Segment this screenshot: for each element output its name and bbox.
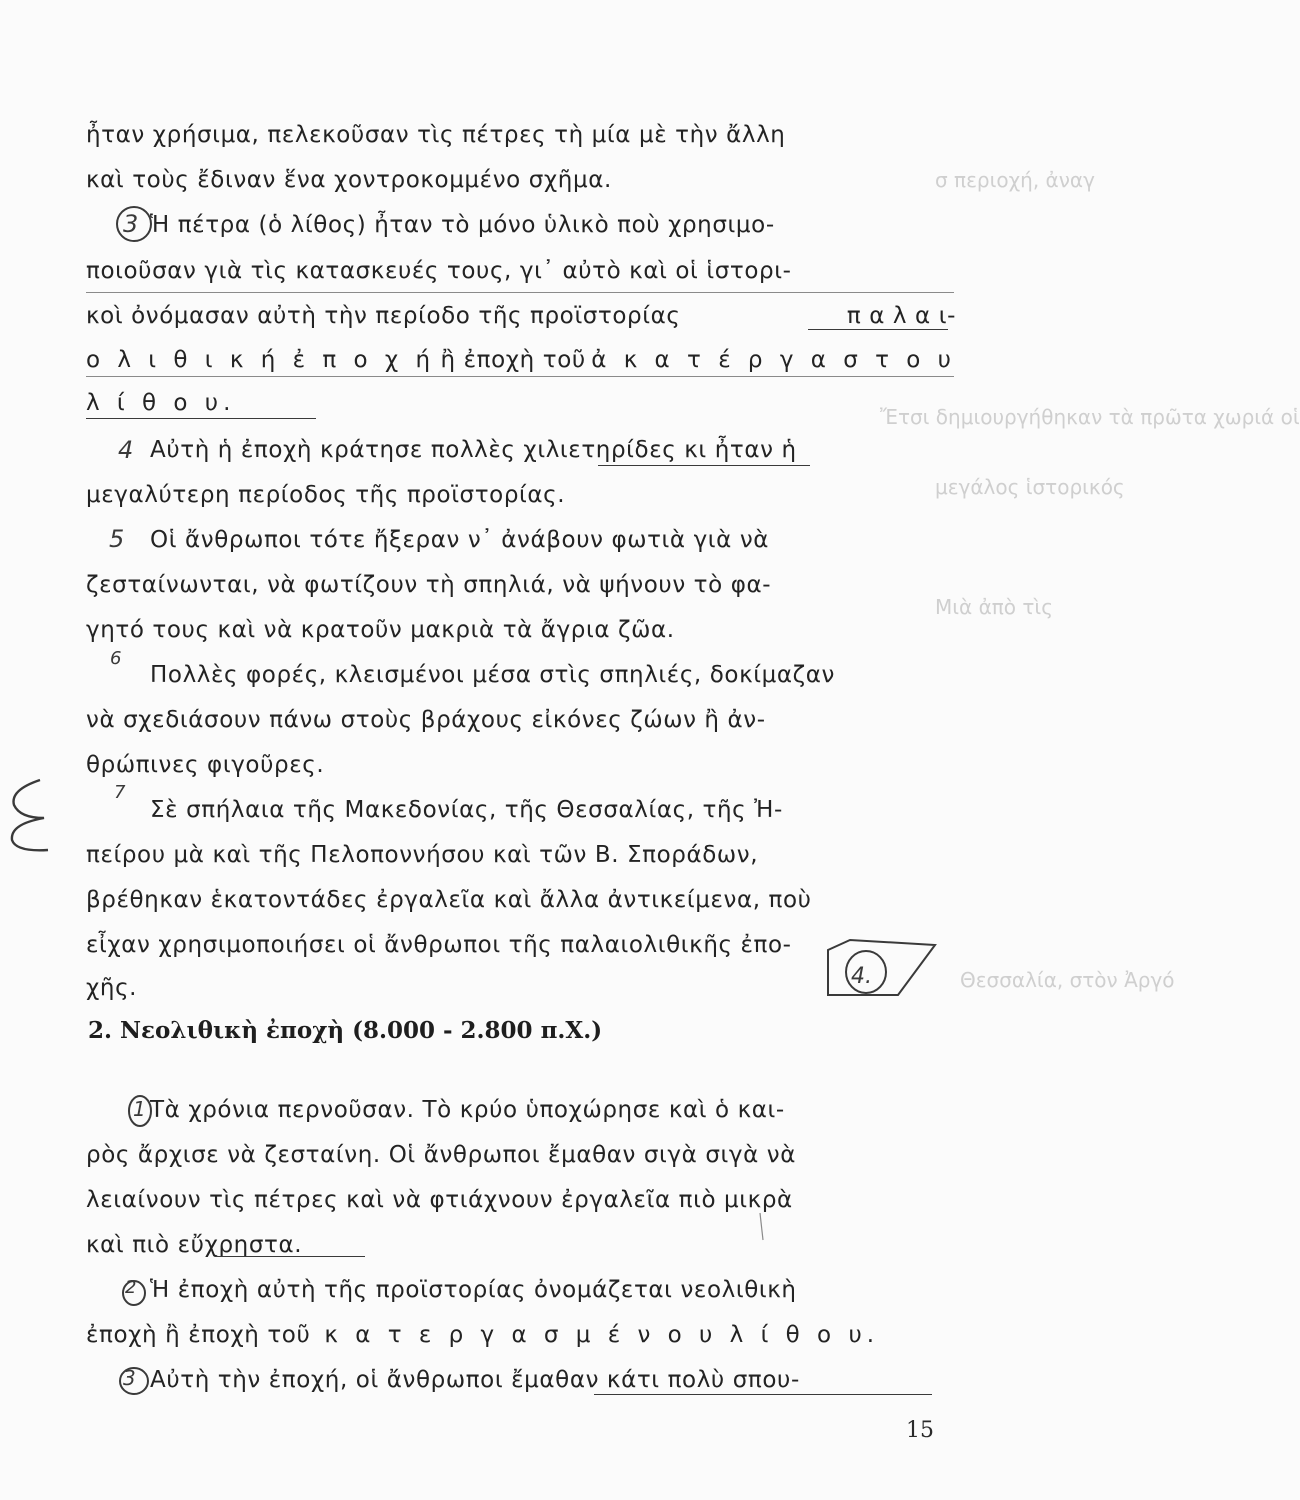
spaced-term: ἀ κ α τ έ ρ γ α σ τ ο υ [591,347,956,373]
body-line: χῆς. [86,975,138,1001]
body-line: Σὲ σπήλαια τῆς Μακεδονίας, τῆς Θεσσαλίας, τῆς Ἠ- [150,797,783,823]
handwritten-number: 3 [123,1366,136,1390]
body-line: νὰ σχεδιάσουν πάνω στοὺς βράχους εἰκόνες ζώων ἢ ἀν- [86,707,766,733]
boxed-number: 4. [851,964,872,989]
spaced-term: ο λ ι θ ι κ ή ἐ π ο χ ή [86,347,436,373]
bleed-through-text: Ἔτσι δημιουργήθηκαν τὰ πρῶτα χωριά οἱ [880,405,1300,429]
body-line: Ἡ ἐποχὴ αὐτὴ τῆς προϊστορίας ὀνομάζεται νεολιθικὴ [150,1277,797,1303]
body-line: Οἱ ἄνθρωποι τότε ἤξεραν ν᾽ ἀνάβουν φωτιὰ γιὰ νὰ [150,527,770,553]
handwritten-number: 2 [125,1277,137,1298]
spaced-term: π α λ α ι- [846,303,956,329]
handwritten-number: 7 [114,782,126,803]
body-line: εἶχαν χρησιμοποιήσει οἱ ἄνθρωποι τῆς παλαιολιθικῆς ἐπο- [86,932,792,958]
handwritten-number: 5 [109,525,125,553]
handwritten-number: 4 [118,436,134,464]
circle-mark [846,951,886,993]
body-line: λ ί θ ο υ. [86,390,236,416]
handwritten-number: 6 [110,648,122,669]
pencil-tick-mark [760,1213,763,1240]
body-text: ἢ ἐποχὴ τοῦ [440,347,586,373]
body-text: ἐποχὴ ἢ ἐποχὴ τοῦ [86,1322,311,1348]
body-line: Αὐτὴ ἡ ἐποχὴ κράτησε πολλὲς χιλιετηρίδες κι ἦταν ἡ [150,437,797,463]
circle-mark [120,1368,148,1394]
body-line: ἦταν χρήσιμα, πελεκοῦσαν τὶς πέτρες τὴ μία μὲ τὴν ἄλλη [86,122,786,148]
margin-squiggle-mark [12,780,48,850]
bleed-through-text: σ περιοχή, ἀναγ [935,168,1095,192]
handwritten-number: 1 [133,1097,146,1121]
body-line: λειαίνουν τὶς πέτρες καὶ νὰ φτιάχνουν ἐργαλεῖα πιὸ μικρὰ [86,1187,793,1213]
body-line: καὶ τοὺς ἔδιναν ἕνα χοντροκομμένο σχῆμα. [86,167,612,193]
bleed-through-text: μεγάλος ἱστορικός [935,475,1125,499]
body-text: κοὶ ὀνόμασαν αὐτὴ τὴν περίοδο τῆς προϊστορίας [86,303,681,329]
bleed-through-text: Θεσσαλία, στὸν Ἀργό [960,968,1175,992]
body-line: θρώπινες φιγοῦρες. [86,752,325,778]
body-line: Τὰ χρόνια περνοῦσαν. Τὸ κρύο ὑποχώρησε καὶ ὁ και- [150,1097,785,1123]
body-line: ποιοῦσαν γιὰ τὶς κατασκευές τους, γι᾽ αὐτὸ καὶ οἱ ἱστορι- [86,258,792,284]
body-line: βρέθηκαν ἑκατοντάδες ἐργαλεῖα καὶ ἄλλα ἀντικείμενα, ποὺ [86,887,812,913]
section-heading: 2. Νεολιθικὴ ἐποχὴ (8.000 - 2.800 π.Χ.) [88,1017,603,1044]
body-line: μεγαλύτερη περίοδος τῆς προϊστορίας. [86,482,566,508]
body-line: καὶ πιὸ εὔχρηστα. [86,1232,303,1258]
body-line: Αὐτὴ τὴν ἐποχή, οἱ ἄνθρωποι ἔμαθαν κάτι πολὺ σπου- [150,1367,800,1393]
circle-mark [117,207,151,241]
page-number: 15 [906,1418,934,1443]
body-line: γητό τους καὶ νὰ κρατοῦν μακριὰ τὰ ἄγρια ζῶα. [86,617,675,643]
body-line: πείρου μὰ καὶ τῆς Πελοποννήσου καὶ τῶν Β. Σποράδων, [86,842,759,868]
circle-mark [123,1281,145,1305]
body-line: Ἡ πέτρα (ὁ λίθος) ἦταν τὸ μόνο ὑλικὸ ποὺ χρησιμο- [150,212,775,238]
body-line: ρὸς ἄρχισε νὰ ζεσταίνη. Οἱ ἄνθρωποι ἔμαθαν σιγὰ σιγὰ νὰ [86,1142,796,1168]
body-line: ζεσταίνωνται, νὰ φωτίζουν τὴ σπηλιά, νὰ ψήνουν τὸ φα- [86,572,772,598]
bleed-through-text: Μιὰ ἀπὸ τὶς [935,595,1053,619]
circle-mark [129,1096,151,1126]
spaced-term: κ α τ ε ρ γ α σ μ έ ν ο υ λ ί θ ο υ. [324,1322,880,1348]
body-line: Πολλὲς φορές, κλεισμένοι μέσα στὶς σπηλιές, δοκίμαζαν [150,662,835,688]
handwritten-number: 3 [123,210,139,238]
